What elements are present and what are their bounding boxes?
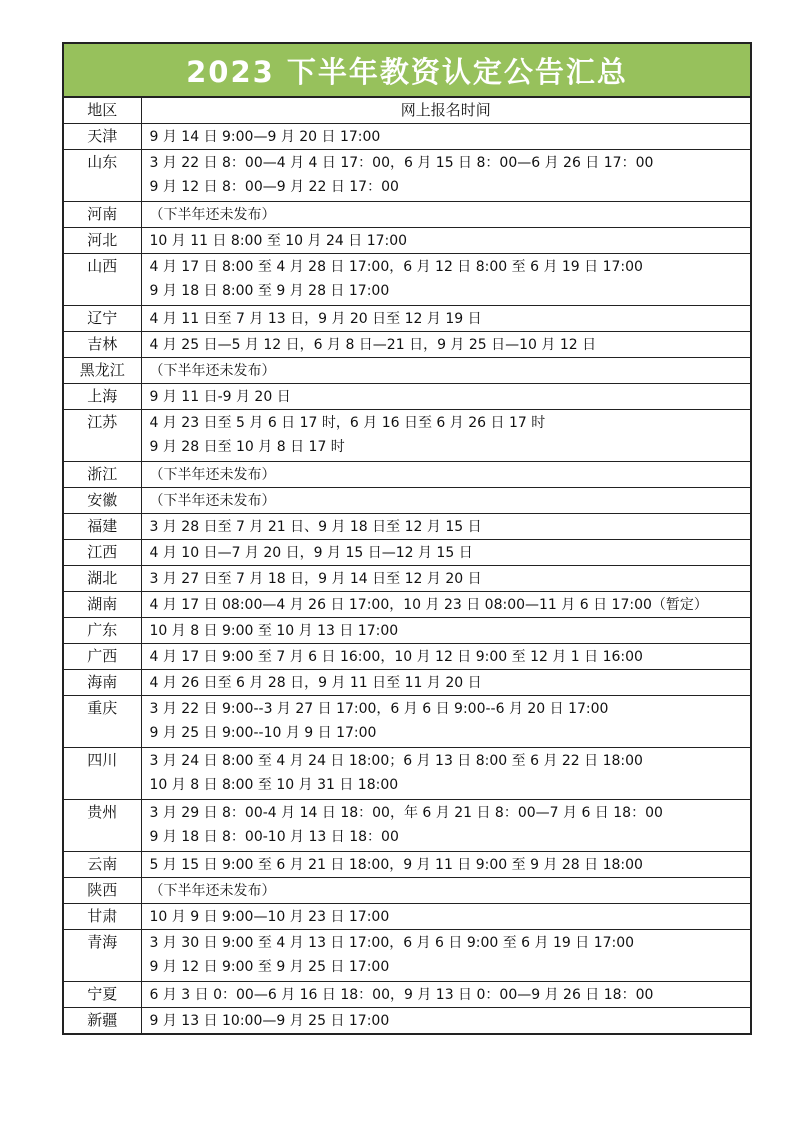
registration-time-cell [141, 696, 750, 748]
time-line: 9 月 28 日至 10 月 8 日 17 时 [149, 439, 345, 455]
region-cell: 河南 [64, 202, 141, 228]
registration-time-cell [141, 462, 750, 488]
schedule-sheet [62, 42, 752, 1035]
registration-time-cell [141, 332, 750, 358]
region-cell: 上海 [64, 384, 141, 410]
region-cell: 广东 [64, 618, 141, 644]
time-line: 4 月 10 日—7 月 20 日，9 月 15 日—12 月 15 日 [149, 545, 473, 561]
time-line: 9 月 12 日 8：00—9 月 22 日 17：00 [149, 179, 399, 195]
table-row [64, 462, 750, 488]
region-cell: 四川 [64, 748, 141, 800]
time-line: 4 月 26 日至 6 月 28 日，9 月 11 日至 11 月 20 日 [149, 675, 482, 691]
region-cell: 江苏 [64, 410, 141, 462]
page-title: 2023 下半年教资认定公告汇总 [64, 44, 750, 98]
table-row [64, 748, 750, 800]
registration-time-cell [141, 358, 750, 384]
region-cell: 福建 [64, 514, 141, 540]
table-row [64, 930, 750, 982]
region-cell: 河北 [64, 228, 141, 254]
time-line: 9 月 18 日 8：00-10 月 13 日 18：00 [149, 829, 399, 845]
registration-time-cell [141, 982, 750, 1008]
table-row [64, 514, 750, 540]
table-row [64, 150, 750, 202]
header-region: 地区 [64, 98, 141, 124]
registration-time-cell [141, 124, 750, 150]
time-line: 4 月 23 日至 5 月 6 日 17 时，6 月 16 日至 6 月 26 日 17 时 [149, 415, 546, 431]
time-line: （下半年还未发布） [149, 493, 276, 509]
time-line: 9 月 12 日 9:00 至 9 月 25 日 17:00 [149, 959, 390, 975]
table-row [64, 332, 750, 358]
table-row [64, 202, 750, 228]
table-header-row [64, 98, 750, 124]
table-row [64, 540, 750, 566]
table-row [64, 878, 750, 904]
region-cell: 云南 [64, 852, 141, 878]
registration-time-cell [141, 748, 750, 800]
registration-time-cell [141, 254, 750, 306]
time-line: （下半年还未发布） [149, 467, 276, 483]
registration-time-cell [141, 384, 750, 410]
time-line: 3 月 24 日 8:00 至 4 月 24 日 18:00；6 月 13 日 8:00 至 6 月 22 日 18:00 [149, 753, 643, 769]
time-line: （下半年还未发布） [149, 207, 276, 223]
time-line: 4 月 11 日至 7 月 13 日，9 月 20 日至 12 月 19 日 [149, 311, 482, 327]
region-cell: 广西 [64, 644, 141, 670]
region-cell: 宁夏 [64, 982, 141, 1008]
time-line: 3 月 27 日至 7 月 18 日，9 月 14 日至 12 月 20 日 [149, 571, 482, 587]
table-row [64, 696, 750, 748]
table-row [64, 670, 750, 696]
time-line: 10 月 8 日 8:00 至 10 月 31 日 18:00 [149, 777, 399, 793]
time-line: 10 月 9 日 9:00—10 月 23 日 17:00 [149, 909, 390, 925]
region-cell: 浙江 [64, 462, 141, 488]
time-line: 3 月 29 日 8：00-4 月 14 日 18：00，年 6 月 21 日 8：00—7 月 6 日 18：00 [149, 805, 663, 821]
region-cell: 天津 [64, 124, 141, 150]
time-line: 9 月 25 日 9:00--10 月 9 日 17:00 [149, 725, 377, 741]
time-line: 9 月 13 日 10:00—9 月 25 日 17:00 [149, 1013, 390, 1029]
table-row [64, 488, 750, 514]
region-cell: 湖北 [64, 566, 141, 592]
table-row [64, 618, 750, 644]
table-row [64, 592, 750, 618]
registration-time-cell [141, 150, 750, 202]
time-line: 4 月 17 日 08:00—4 月 26 日 17:00，10 月 23 日 08:00—11 月 6 日 17:00（暂定） [149, 597, 708, 613]
time-line: 4 月 17 日 9:00 至 7 月 6 日 16:00，10 月 12 日 9:00 至 12 月 1 日 16:00 [149, 649, 643, 665]
registration-time-cell [141, 852, 750, 878]
time-line: 3 月 30 日 9:00 至 4 月 13 日 17:00，6 月 6 日 9:00 至 6 月 19 日 17:00 [149, 935, 635, 951]
registration-time-cell [141, 904, 750, 930]
region-cell: 黑龙江 [64, 358, 141, 384]
registration-time-cell [141, 228, 750, 254]
registration-time-cell [141, 306, 750, 332]
registration-time-cell [141, 618, 750, 644]
table-row [64, 358, 750, 384]
table-row [64, 800, 750, 852]
header-registration-time: 网上报名时间 [141, 98, 750, 124]
table-row [64, 254, 750, 306]
region-cell: 江西 [64, 540, 141, 566]
time-line: 10 月 11 日 8:00 至 10 月 24 日 17:00 [149, 233, 408, 249]
time-line: 3 月 22 日 9:00--3 月 27 日 17:00，6 月 6 日 9:00--6 月 20 日 17:00 [149, 701, 609, 717]
table-row [64, 904, 750, 930]
region-cell: 山西 [64, 254, 141, 306]
region-cell: 青海 [64, 930, 141, 982]
time-line: 4 月 17 日 8:00 至 4 月 28 日 17:00，6 月 12 日 8:00 至 6 月 19 日 17:00 [149, 259, 643, 275]
table-row [64, 982, 750, 1008]
time-line: 9 月 14 日 9:00—9 月 20 日 17:00 [149, 129, 381, 145]
registration-time-cell [141, 800, 750, 852]
time-line: （下半年还未发布） [149, 883, 276, 899]
schedule-table [64, 98, 750, 1033]
region-cell: 海南 [64, 670, 141, 696]
table-row [64, 566, 750, 592]
time-line: 4 月 25 日—5 月 12 日，6 月 8 日—21 日，9 月 25 日—10 月 12 日 [149, 337, 597, 353]
time-line: 9 月 11 日-9 月 20 日 [149, 389, 291, 405]
registration-time-cell [141, 930, 750, 982]
time-line: 5 月 15 日 9:00 至 6 月 21 日 18:00，9 月 11 日 9:00 至 9 月 28 日 18:00 [149, 857, 643, 873]
table-row [64, 644, 750, 670]
time-line: 10 月 8 日 9:00 至 10 月 13 日 17:00 [149, 623, 399, 639]
region-cell: 重庆 [64, 696, 141, 748]
registration-time-cell [141, 670, 750, 696]
registration-time-cell [141, 202, 750, 228]
region-cell: 陕西 [64, 878, 141, 904]
registration-time-cell [141, 514, 750, 540]
registration-time-cell [141, 488, 750, 514]
table-row [64, 306, 750, 332]
time-line: 3 月 28 日至 7 月 21 日、9 月 18 日至 12 月 15 日 [149, 519, 482, 535]
region-cell: 贵州 [64, 800, 141, 852]
region-cell: 山东 [64, 150, 141, 202]
region-cell: 安徽 [64, 488, 141, 514]
registration-time-cell [141, 1008, 750, 1034]
registration-time-cell [141, 410, 750, 462]
time-line: （下半年还未发布） [149, 363, 276, 379]
registration-time-cell [141, 644, 750, 670]
table-row [64, 124, 750, 150]
region-cell: 吉林 [64, 332, 141, 358]
time-line: 9 月 18 日 8:00 至 9 月 28 日 17:00 [149, 283, 390, 299]
registration-time-cell [141, 592, 750, 618]
table-row [64, 852, 750, 878]
registration-time-cell [141, 540, 750, 566]
table-body [64, 124, 750, 1034]
region-cell: 湖南 [64, 592, 141, 618]
time-line: 3 月 22 日 8：00—4 月 4 日 17：00，6 月 15 日 8：00—6 月 26 日 17：00 [149, 155, 654, 171]
time-line: 6 月 3 日 0：00—6 月 16 日 18：00，9 月 13 日 0：00—9 月 26 日 18：00 [149, 987, 654, 1003]
table-row [64, 228, 750, 254]
region-cell: 辽宁 [64, 306, 141, 332]
table-row [64, 1008, 750, 1034]
region-cell: 新疆 [64, 1008, 141, 1034]
registration-time-cell [141, 878, 750, 904]
registration-time-cell [141, 566, 750, 592]
region-cell: 甘肃 [64, 904, 141, 930]
table-row [64, 410, 750, 462]
table-row [64, 384, 750, 410]
